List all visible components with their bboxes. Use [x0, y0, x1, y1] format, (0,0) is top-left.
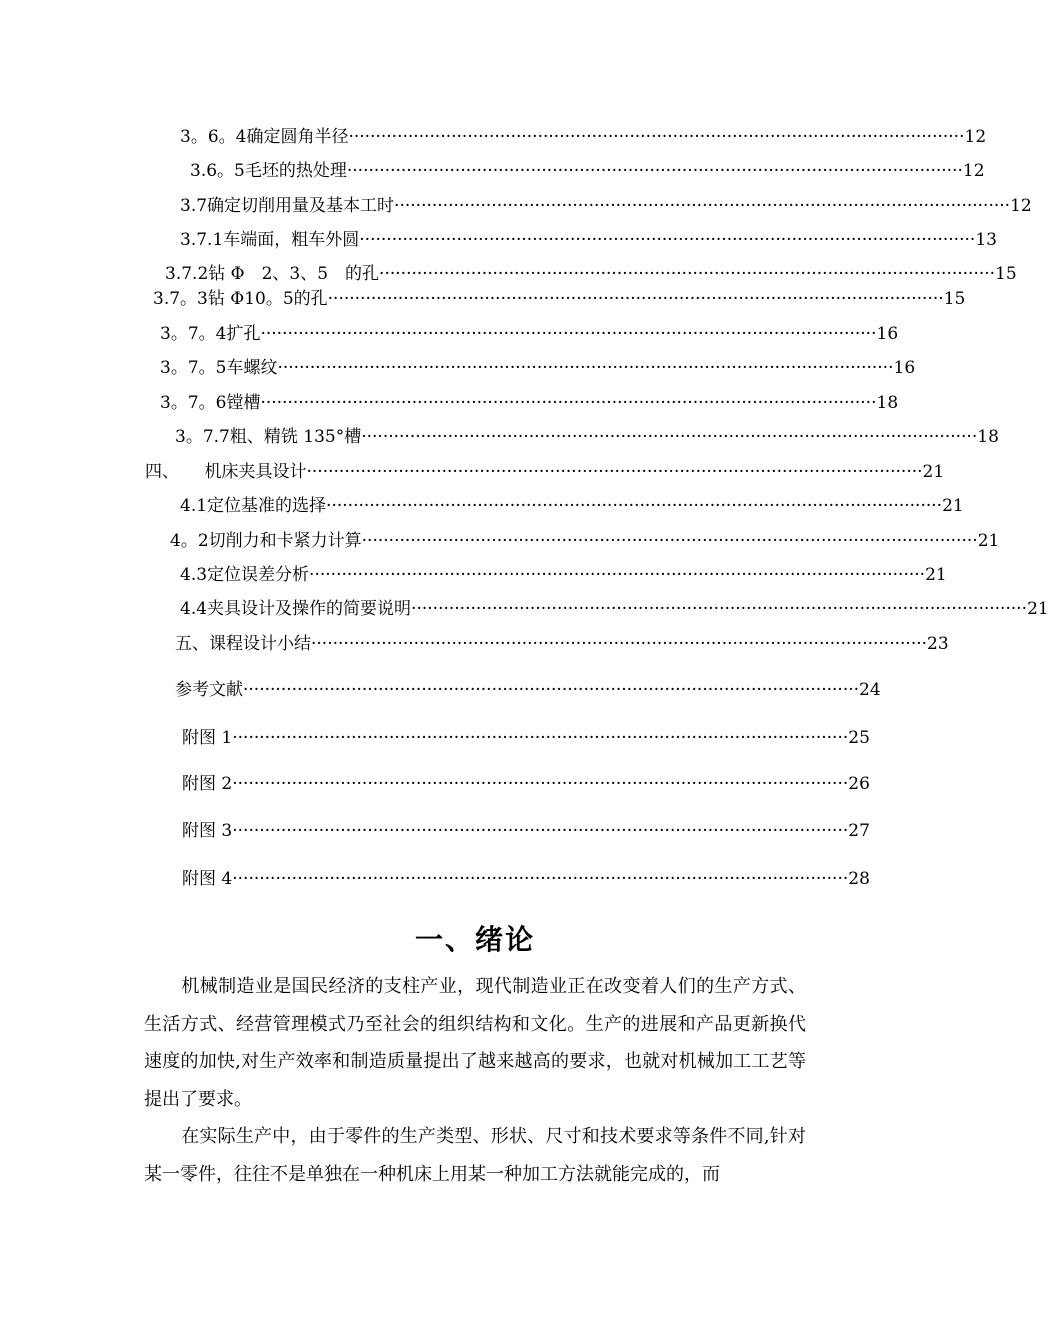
toc-entry-title: 3.7.2钻 Φ 2、3、5 的孔	[165, 264, 380, 284]
toc-entry-page: 25	[848, 728, 870, 748]
toc-entry-page: 13	[975, 230, 997, 250]
toc-entry-page: 18	[977, 427, 999, 447]
toc-entry[interactable]	[153, 288, 966, 310]
toc-entry[interactable]	[160, 357, 916, 379]
toc-entry-title: 4.1定位基准的选择	[180, 496, 327, 516]
toc-entry-page: 24	[859, 680, 881, 700]
toc-entry[interactable]	[160, 323, 899, 345]
toc-entry-page: 12	[1010, 196, 1032, 216]
toc-entry-page: 21	[977, 531, 1000, 551]
toc-entry-page: 27	[848, 821, 870, 841]
toc-entry-title: 3。7。6镗槽	[160, 393, 261, 413]
toc-entry[interactable]	[182, 868, 870, 890]
toc-leader-dots: ··················································································································	[326, 496, 943, 516]
toc-entry-title: 参考文献	[175, 680, 243, 700]
toc-leader-dots: ··················································································································	[232, 728, 849, 748]
toc-leader-dots: ··················································································································	[260, 324, 877, 344]
toc-entry-title: 3.7。3钻 Φ10。5的孔	[153, 289, 328, 309]
toc-entry[interactable]	[160, 392, 899, 414]
paragraph-text: 机械制造业是国民经济的支柱产业，现代制造业正在改变着人们的生产方式、生活方式、经营管理模式乃至社会的组织结构和文化。生产的进展和产品更新换代速度的加快,对生产效率和制造质量提出了越来越高的要求，也就对机械加工工艺等提出了要求。	[144, 976, 806, 1110]
toc-leader-dots: ··················································································································	[306, 462, 923, 482]
toc-entry-title: 五、课程设计小结	[175, 634, 311, 654]
toc-entry[interactable]	[145, 461, 945, 483]
toc-entry-title: 3.7.1车端面，粗车外圆	[180, 230, 360, 250]
toc-leader-dots: ··················································································································	[243, 680, 860, 700]
toc-leader-dots: ··················································································································	[232, 821, 849, 841]
toc-leader-dots: ··················································································································	[348, 127, 965, 147]
toc-entry-page: 21	[942, 496, 964, 516]
toc-entry[interactable]	[180, 598, 1049, 620]
toc-entry[interactable]	[182, 820, 870, 842]
toc-leader-dots: ··················································································································	[359, 230, 976, 250]
toc-leader-dots: ··················································································································	[346, 161, 963, 181]
toc-entry-page: 21	[1027, 599, 1049, 619]
toc-leader-dots: ··················································································································	[327, 289, 944, 309]
toc-leader-dots: ··················································································································	[394, 196, 1011, 216]
toc-entry-page: 23	[927, 634, 949, 654]
toc-leader-dots: ··················································································································	[309, 565, 926, 585]
toc-leader-dots: ··················································································································	[411, 599, 1028, 619]
toc-leader-dots: ··················································································································	[361, 531, 978, 551]
toc-leader-dots: ··················································································································	[361, 427, 978, 447]
toc-entry-title: 3.7确定切削用量及基本工时	[180, 196, 395, 216]
toc-entry-title: 4.3定位误差分析	[180, 565, 310, 585]
toc-entry-page: 26	[848, 774, 870, 794]
toc-entry[interactable]	[180, 564, 947, 586]
toc-entry-title: 3。7.7粗、精铣 135°槽	[175, 427, 362, 447]
toc-entry-page: 21	[925, 565, 947, 585]
body-paragraph	[144, 968, 806, 1118]
section-heading: 一、绪论	[414, 923, 535, 956]
toc-entry-page: 28	[848, 869, 870, 889]
toc-entry-page: 21	[922, 462, 945, 482]
toc-leader-dots: ··················································································································	[232, 869, 849, 889]
toc-entry-title: 3。7。4扩孔	[160, 324, 261, 344]
toc-entry[interactable]	[165, 263, 1017, 285]
body-paragraph	[144, 1118, 806, 1193]
toc-entry-page: 15	[995, 264, 1017, 284]
toc-entry[interactable]	[180, 126, 987, 148]
toc-entry[interactable]	[170, 530, 1000, 552]
toc-entry-title: 附图 2	[182, 774, 233, 794]
toc-entry-title: 3。6。4确定圆角半径	[180, 127, 349, 147]
toc-leader-dots: ··················································································································	[379, 264, 996, 284]
toc-entry-title: 附图 3	[182, 821, 233, 841]
toc-entry-page: 16	[876, 324, 899, 344]
toc-entry[interactable]	[180, 195, 1032, 217]
toc-entry[interactable]	[190, 160, 985, 182]
toc-entry-title: 3。7。5车螺纹	[160, 358, 278, 378]
toc-entry-page: 12	[964, 127, 987, 147]
toc-entry-title: 附图 1	[182, 728, 233, 748]
toc-entry[interactable]	[180, 495, 964, 517]
toc-entry[interactable]	[175, 633, 949, 655]
toc-entry[interactable]	[175, 426, 999, 448]
toc-entry-title: 4。2切削力和卡紧力计算	[170, 531, 362, 551]
paragraph-text: 在实际生产中，由于零件的生产类型、形状、尺寸和技术要求等条件不同,针对某一零件，往往不是单独在一种机床上用某一种加工方法就能完成的，而	[144, 1126, 806, 1185]
toc-entry-title: 四、 机床夹具设计	[145, 462, 307, 482]
toc-entry[interactable]	[180, 229, 997, 251]
toc-entry-page: 15	[943, 289, 966, 309]
toc-leader-dots: ··················································································································	[232, 774, 849, 794]
toc-leader-dots: ··················································································································	[260, 393, 877, 413]
toc-entry-title: 3.6。5毛坯的热处理	[190, 161, 347, 181]
toc-entry-page: 18	[876, 393, 899, 413]
toc-entry[interactable]	[182, 773, 870, 795]
toc-entry[interactable]	[182, 727, 870, 749]
toc-entry-title: 4.4夹具设计及操作的简要说明	[180, 599, 412, 619]
toc-leader-dots: ··················································································································	[311, 634, 928, 654]
toc-entry-page: 12	[962, 161, 985, 181]
toc-entry[interactable]	[175, 679, 881, 701]
toc-entry-page: 16	[893, 358, 916, 378]
toc-entry-title: 附图 4	[182, 869, 233, 889]
toc-leader-dots: ··················································································································	[277, 358, 894, 378]
